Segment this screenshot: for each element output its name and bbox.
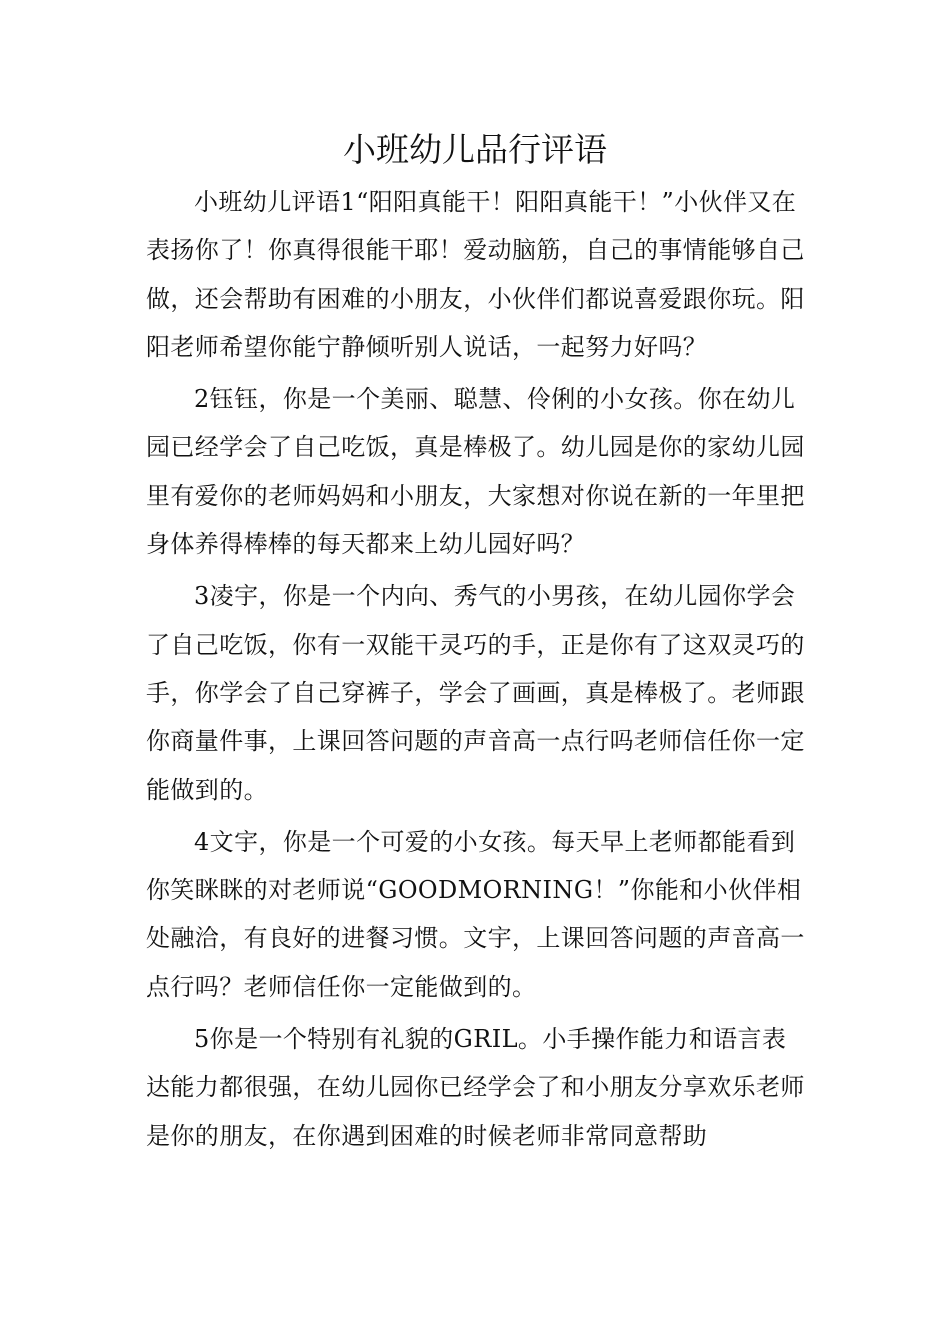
paragraph-1: 小班幼儿评语1“阳阳真能干！阳阳真能干！”小伙伴又在表扬你了！你真得很能干耶！爱动脑筋，自己的事情能够自己做，还会帮助有困难的小朋友，小伙伴们都说喜爱跟你玩。阳阳老师希望你能宁静倾听别人说话，一起努力好吗？ (146, 188, 805, 361)
paragraph-4: 4文宇，你是一个可爱的小女孩。每天早上老师都能看到你笑眯眯的对老师说“GOODMORNING！”你能和小伙伴相处融洽，有良好的进餐习惯。文宇，上课回答问题的声音高一点行吗？老师信任你一定能做到的。 (146, 827, 805, 1001)
paragraph-3: 3凌宇，你是一个内向、秀气的小男孩，在幼儿园你学会了自己吃饭，你有一双能干灵巧的手，正是你有了这双灵巧的手，你学会了自己穿裤子，学会了画画，真是棒极了。老师跟你商量件事，上课回答问题的声音高一点行吗老师信任你一定能做到的。 (146, 582, 805, 804)
paragraph-2: 2钰钰，你是一个美丽、聪慧、伶俐的小女孩。你在幼儿园已经学会了自己吃饭，真是棒极了。幼儿园是你的家幼儿园里有爱你的老师妈妈和小朋友，大家想对你说在新的一年里把身体养得棒棒的每天都来上幼儿园好吗？ (146, 385, 805, 559)
document-title: 小班幼儿品行评语 (343, 130, 607, 169)
document-body (146, 178, 808, 1164)
paragraph-5: 5你是一个特别有礼貌的GRIL。小手操作能力和语言表达能力都很强，在幼儿园你已经学会了和小朋友分享欢乐老师是你的朋友，在你遇到困难的时候老师非常同意帮助 (146, 1025, 805, 1150)
